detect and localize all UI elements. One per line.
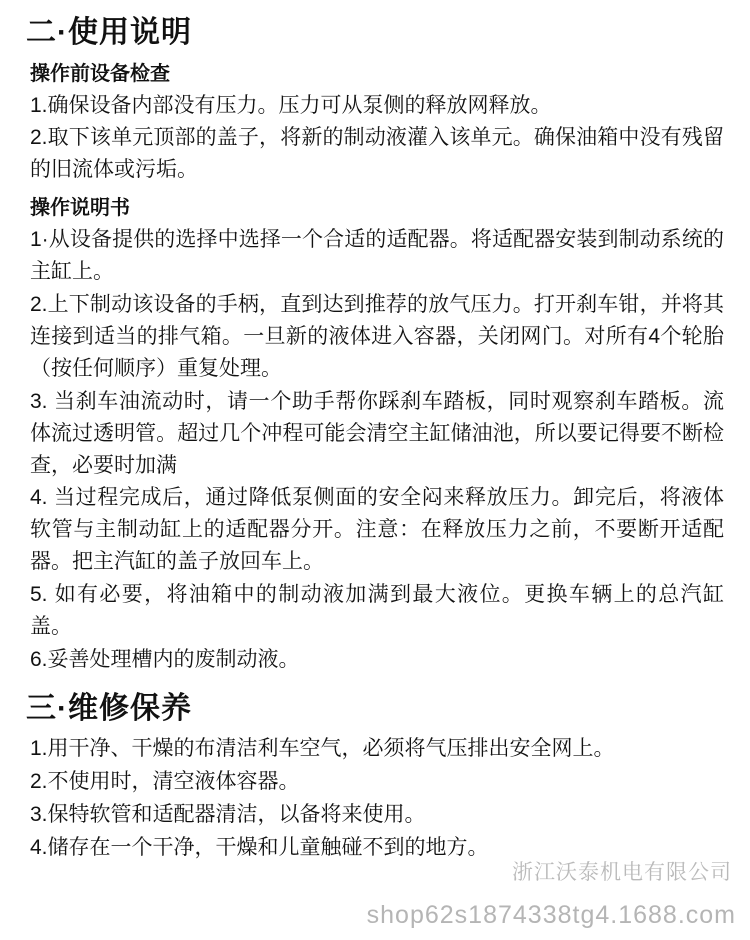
paragraph-maintenance-4: 4.储存在一个干净，干燥和儿童触碰不到的地方。 bbox=[30, 836, 489, 860]
subheading-instructions: 操作说明书 bbox=[30, 197, 130, 220]
paragraph-maintenance-1: 1.用干净、干燥的布清洁利车空气，必须将气压排出安全网上。 bbox=[30, 737, 615, 761]
paragraph-instruction-2: 2.上下制动该设备的手柄，直到达到推荐的放气压力。打开刹车钳，并将其连接到适当的排气箱。一旦新的液体进入容器，关闭网门。对所有4个轮胎（按任何顺序）重复处理。 bbox=[30, 293, 724, 380]
section-heading-maintenance: 三·维修保养 bbox=[26, 691, 192, 725]
watermark-company: 浙江沃泰机电有限公司 bbox=[512, 861, 732, 884]
paragraph-precheck-1: 1.确保设备内部没有压力。压力可从泵侧的释放网释放。 bbox=[30, 93, 552, 117]
paragraph-maintenance-2: 2.不使用时，清空液体容器。 bbox=[30, 770, 300, 794]
section-heading-usage: 二·使用说明 bbox=[26, 16, 192, 49]
watermark-shop-url: shop62s1874338tg4.1688.com bbox=[366, 901, 736, 929]
subheading-pre-check: 操作前设备检查 bbox=[30, 62, 170, 85]
paragraph-instruction-1: 1·从设备提供的选择中选择一个合适的适配器。将适配器安装到制动系统的主缸上。 bbox=[30, 228, 724, 284]
paragraph-instruction-5: 5. 如有必要，将油箱中的制动液加满到最大液位。更换车辆上的总汽缸盖。 bbox=[30, 583, 724, 639]
paragraph-instruction-6: 6.妥善处理槽内的废制动液。 bbox=[30, 648, 300, 671]
paragraph-instruction-3: 3. 当刹车油流动时，请一个助手帮你踩刹车踏板，同时观察刹车踏板。流体流过透明管。超过几个冲程可能会清空主缸储油池，所以要记得要不断检查，必要时加满 bbox=[30, 389, 724, 477]
paragraph-maintenance-3: 3.保特软管和适配器清洁，以备将来使用。 bbox=[30, 803, 426, 827]
paragraph-precheck-2: 2.取下该单元顶部的盖子，将新的制动液灌入该单元。确保油箱中没有残留的旧流体或污垢。 bbox=[30, 126, 724, 182]
paragraph-instruction-4: 4. 当过程完成后，通过降低泵侧面的安全闷来释放压力。卸完后，将液体软管与主制动缸上的适配器分开。注意：在释放压力之前，不要断开适配器。把主汽缸的盖子放回车上。 bbox=[30, 486, 724, 574]
